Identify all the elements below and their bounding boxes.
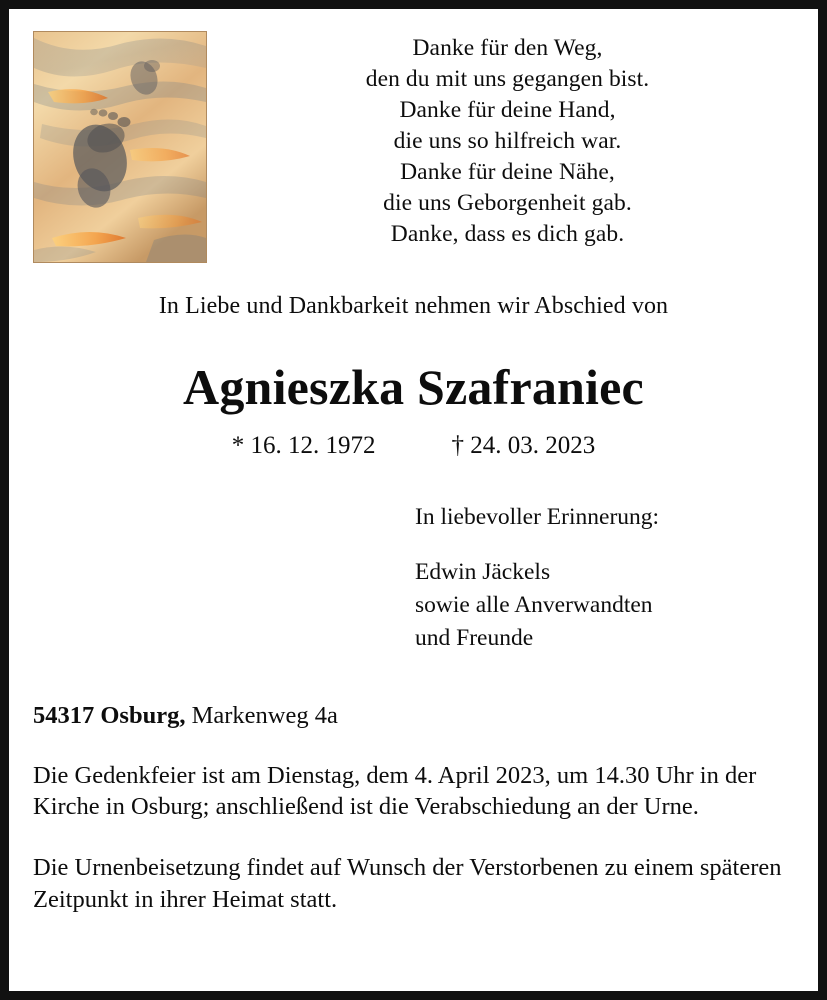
verse-line: die uns so hilfreich war. <box>393 128 622 155</box>
mourner-line: und Freunde <box>415 625 534 652</box>
verse-line: Danke für deine Nähe, <box>400 159 615 186</box>
mourner-name: Edwin Jäckels <box>415 558 551 585</box>
mourners-block <box>33 506 794 656</box>
memory-title: In liebevoller Erinnerung: <box>415 504 660 530</box>
deceased-name: Agnieszka Szafraniec <box>183 359 644 415</box>
address-street: Markenweg 4a <box>191 701 338 729</box>
dagger-icon: † <box>451 432 464 459</box>
verse-line: den du mit uns gegangen bist. <box>365 66 650 93</box>
death-date: 24. 03. 2023 <box>470 432 596 459</box>
mourner-line: sowie alle Anverwandten <box>415 591 653 618</box>
footprint-in-sand-photo <box>33 31 207 263</box>
ceremony-paragraph: Die Gedenkfeier ist am Dienstag, dem 4. April 2023, um 14.30 Uhr in der Kirche in Osburg; anschließend ist die Verabschiedung an der Urne. <box>33 761 757 820</box>
verse-line: Danke für den Weg, <box>412 35 603 61</box>
verse-line: Danke, dass es dich gab. <box>390 221 625 248</box>
birth-date: * 16. 12. 1972 <box>231 432 376 459</box>
verse-line: die uns Geborgenheit gab. <box>383 190 632 217</box>
address-line <box>33 702 794 730</box>
burial-paragraph: Die Urnenbeisetzung findet auf Wunsch der Verstorbenen zu einem späteren Zeitpunkt in ihrer Heimat statt. <box>33 854 782 913</box>
address-zip-city: 54317 Osburg, <box>33 701 186 729</box>
photo-graphic <box>34 32 206 262</box>
verse-line: Danke für deine Hand, <box>399 97 616 124</box>
farewell-line: In Liebe und Dankbarkeit nehmen wir Abschied von <box>158 293 669 319</box>
header-row <box>33 31 794 263</box>
life-dates <box>33 432 794 460</box>
death-date-group <box>452 432 596 460</box>
verse-block <box>207 31 794 250</box>
